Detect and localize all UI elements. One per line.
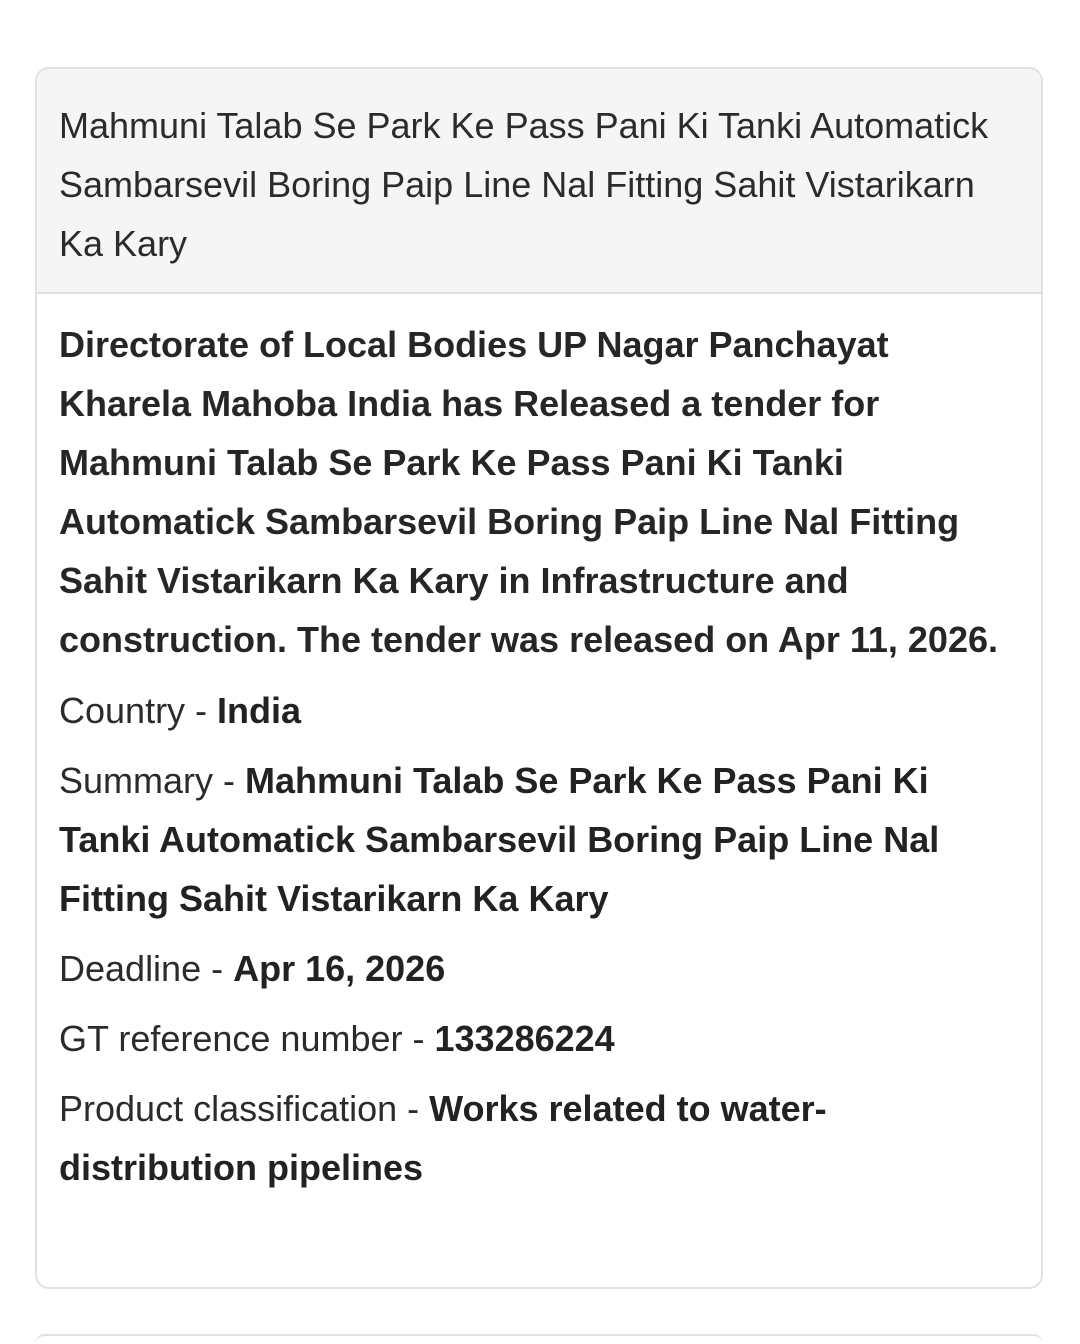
intro-prefix: Directorate of Local Bodies UP Nagar Panchayat Kharela Mahoba India has Released a tender for (59, 324, 889, 424)
country-value: India (217, 690, 302, 731)
summary-value: Mahmuni Talab Se Park Ke Pass Pani Ki Tanki Automatick Sambarsevil Boring Paip Line Nal Fitting Sahit Vistarikarn Ka Kary (59, 760, 940, 919)
field-country (59, 681, 1019, 740)
intro-suffix: in Infrastructure and construction. The tender was released on Apr 11, 2026. (59, 560, 998, 660)
summary-label: Summary - (59, 760, 246, 801)
product-classification-label: Product classification - (59, 1088, 430, 1129)
tender-card (35, 67, 1043, 1289)
deadline-label: Deadline - (59, 948, 234, 989)
intro-title-bold: Mahmuni Talab Se Park Ke Pass Pani Ki Tanki Automatick Sambarsevil Boring Paip Line Nal Fitting Sahit Vistarikarn Ka Kary (59, 442, 960, 601)
tender-card-header[interactable] (37, 69, 1041, 294)
deadline-value: Apr 16, 2026 (233, 948, 446, 989)
field-product-classification (59, 1079, 1019, 1197)
gt-reference-label: GT reference number - (59, 1018, 435, 1059)
product-classification-value: Works related to water-distribution pipelines (59, 1088, 827, 1188)
tender-card-body (37, 294, 1041, 1197)
field-deadline (59, 939, 1019, 998)
next-card-edge (35, 1334, 1043, 1344)
tender-title: Mahmuni Talab Se Park Ke Pass Pani Ki Tanki Automatick Sambarsevil Boring Paip Line Nal Fitting Sahit Vistarikarn Ka Kary (59, 105, 989, 264)
tender-intro (59, 315, 1019, 669)
field-summary (59, 751, 1019, 928)
gt-reference-value: 133286224 (434, 1018, 615, 1059)
field-gt-reference (59, 1009, 1019, 1068)
country-label: Country - (59, 690, 218, 731)
